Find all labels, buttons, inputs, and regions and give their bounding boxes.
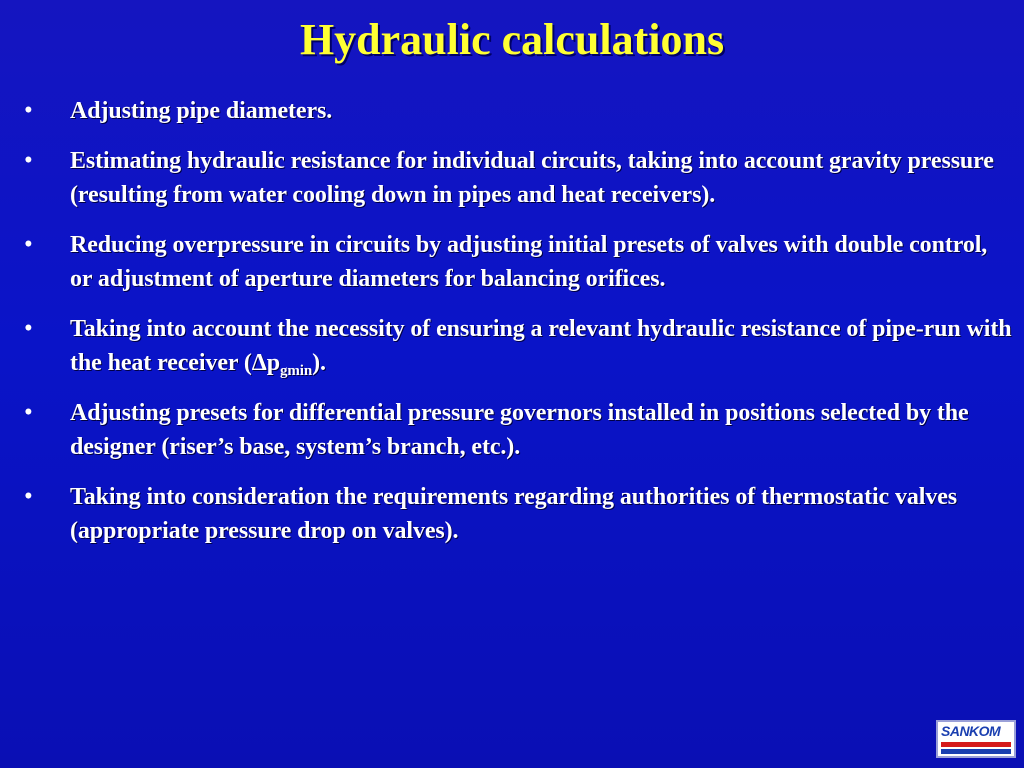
text-segment: ). <box>312 350 326 376</box>
bullet-icon: • <box>24 315 33 342</box>
list-item-text <box>70 312 1014 380</box>
bullet-icon: • <box>24 231 33 258</box>
list-item-text: Adjusting presets for differential pressure governors installed in positions selected by the designer (riser’s base, system’s branch, etc.). <box>70 400 969 460</box>
slide-title: Hydraulic calculations <box>299 15 725 64</box>
delta-p-symbol: Δp <box>251 350 280 376</box>
logo-red-stripe <box>941 742 1011 747</box>
text-segment: Taking into account the necessity of ensuring a relevant hydraulic resistance of pipe-run with the heat receiver ( <box>70 316 1012 376</box>
list-item-text: Estimating hydraulic resistance for individual circuits, taking into account gravity pressure (resulting from water cooling down in pipes and heat receivers). <box>70 148 994 208</box>
bullet-icon: • <box>24 399 33 426</box>
sankom-logo <box>936 720 1016 758</box>
list-item <box>24 312 1014 380</box>
list-item-text: Adjusting pipe diameters. <box>70 98 333 124</box>
list-item-text: Taking into consideration the requirements regarding authorities of thermostatic valves (appropriate pressure drop on valves). <box>70 484 958 544</box>
list-item <box>24 144 1014 212</box>
logo-text: SANKOM <box>941 723 1001 739</box>
bullet-list <box>24 94 1014 564</box>
list-item <box>24 94 1014 128</box>
subscript-gmin: gmin <box>280 363 313 379</box>
list-item <box>24 396 1014 464</box>
bullet-icon: • <box>24 483 33 510</box>
list-item-text: Reducing overpressure in circuits by adjusting initial presets of valves with double control, or adjustment of aperture diameters for balancing orifices. <box>70 232 988 292</box>
list-item <box>24 228 1014 296</box>
list-item <box>24 480 1014 548</box>
bullet-icon: • <box>24 147 33 174</box>
logo-blue-stripe <box>941 749 1011 754</box>
bullet-icon: • <box>24 97 33 124</box>
